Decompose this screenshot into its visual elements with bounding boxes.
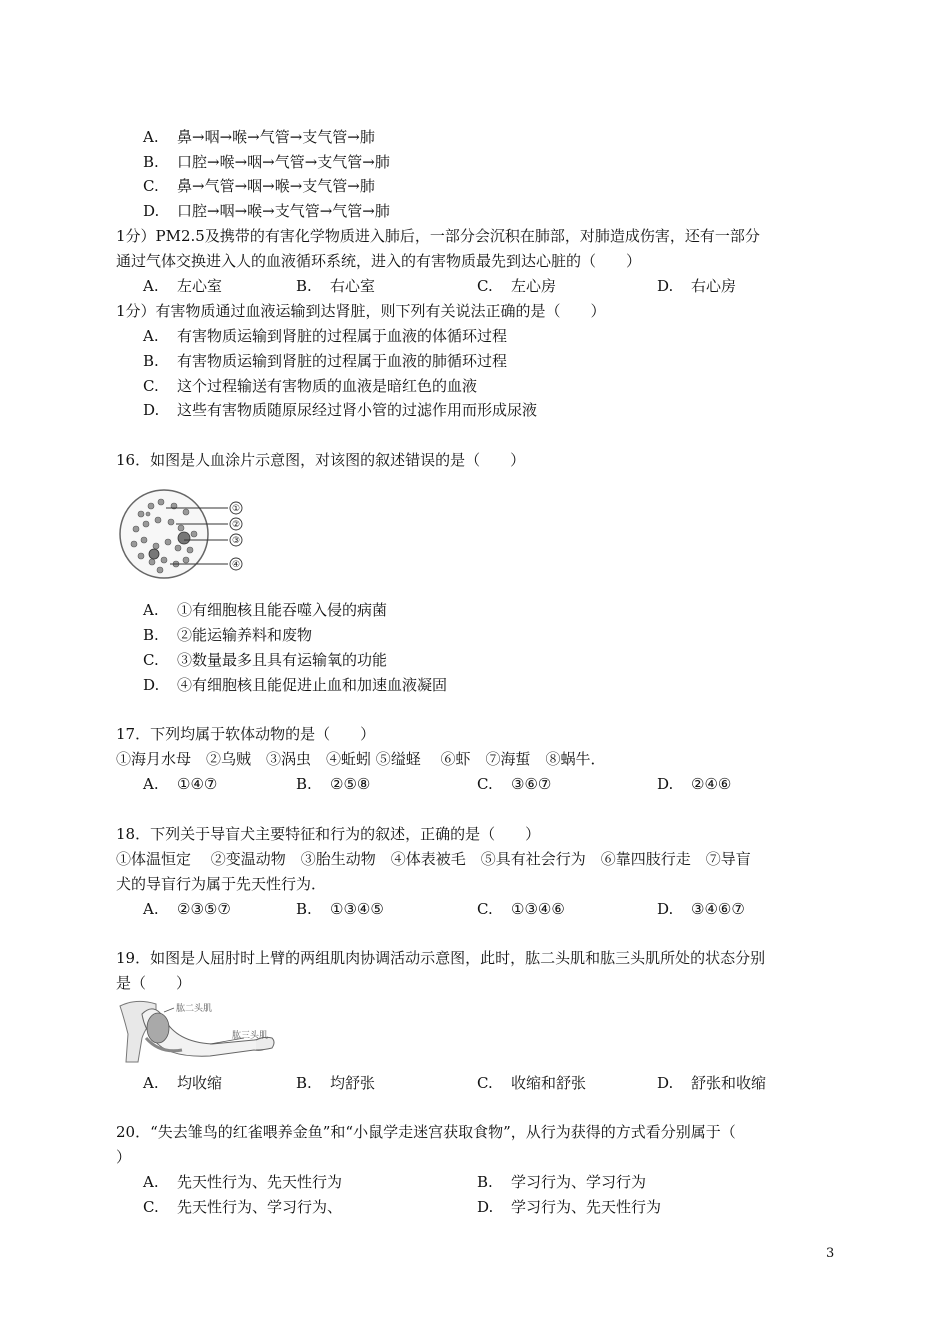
option-b: B. ②能运输养料和废物 [143, 626, 313, 644]
label-biceps: 肱二头肌 [176, 1004, 213, 1014]
arm-muscle-figure [116, 998, 281, 1066]
option-a: A. 均收缩 [143, 1074, 223, 1092]
option-c: C. ③⑥⑦ [477, 775, 552, 793]
blood-smear-figure [116, 484, 256, 584]
option-a: A. ①④⑦ [143, 775, 218, 793]
question-18-list: ①体温恒定 ②变温动物 ③胎生动物 ④体表被毛 ⑤具有社会行为 ⑥靠四肢行走 ⑦导盲 [116, 850, 751, 868]
option-a: A. 先天性行为、先天性行为 [143, 1173, 343, 1191]
option-a: A. ①有细胞核且能吞噬入侵的病菌 [143, 601, 388, 619]
question-19-stem-cont: 是（ ） [116, 974, 192, 992]
option-d: D. 舒张和收缩 [657, 1074, 767, 1092]
label-3: ③ [231, 536, 241, 546]
option-b: B. 均舒张 [296, 1074, 376, 1092]
option-a: A. 有害物质运输到肾脏的过程属于血液的体循环过程 [143, 327, 508, 345]
question-19-stem: 19．如图是人屈肘时上臂的两组肌肉协调活动示意图，此时，肱二头肌和肱三头肌所处的状态分别 [116, 949, 766, 967]
option-d: D. 口腔→咽→喉→支气管→气管→肺 [143, 202, 390, 220]
question-17-stem: 17．下列均属于软体动物的是（ ） [116, 725, 376, 743]
option-d: D. ④有细胞核且能促进止血和加速血液凝固 [143, 676, 448, 694]
question-stem: 1分）PM2.5及携带的有害化学物质进入肺后，一部分会沉积在肺部，对肺造成伤害，还有一部分 [116, 227, 760, 245]
question-16-stem: 16．如图是人血涂片示意图，对该图的叙述错误的是（ ） [116, 451, 526, 469]
option-c: C. 先天性行为、学习行为、 [143, 1198, 343, 1216]
label-1: ① [231, 504, 241, 514]
option-c: C. 左心房 [477, 277, 557, 295]
question-18-stem: 18．下列关于导盲犬主要特征和行为的叙述，正确的是（ ） [116, 825, 541, 843]
label-4: ④ [231, 560, 241, 570]
option-c: C. ①③④⑥ [477, 900, 565, 918]
option-b: B. ②⑤⑧ [296, 775, 371, 793]
option-d: D. 学习行为、先天性行为 [477, 1198, 662, 1216]
label-2: ② [231, 520, 241, 530]
label-triceps: 肱三头肌 [232, 1031, 269, 1041]
question-17-list: ①海月水母 ②乌贼 ③涡虫 ④蚯蚓 ⑤缢蛏 ⑥虾 ⑦海蜇 ⑧蜗牛． [116, 750, 606, 768]
option-c: C. 鼻→气管→咽→喉→支气管→肺 [143, 177, 375, 195]
option-b: B. 口腔→喉→咽→气管→支气管→肺 [143, 153, 390, 171]
option-a: A. 鼻→咽→喉→气管→支气管→肺 [143, 128, 375, 146]
option-a: A. ②③⑤⑦ [143, 900, 231, 918]
option-a: A. 左心室 [143, 277, 223, 295]
option-c: C. 收缩和舒张 [477, 1074, 587, 1092]
option-c: C. 这个过程输送有害物质的血液是暗红色的血液 [143, 377, 478, 395]
question-20-stem: 20．“失去雏鸟的红雀喂养金鱼”和“小鼠学走迷宫获取食物”，从行为获得的方式看分别属于（ [116, 1123, 736, 1141]
biceps-shape [147, 1013, 169, 1043]
question-20-stem-cont: ） [116, 1148, 132, 1166]
option-d: D. 右心房 [657, 277, 737, 295]
option-b: B. ①③④⑤ [296, 900, 384, 918]
option-d: D. ②④⑥ [657, 775, 732, 793]
page-number: 3 [826, 1246, 835, 1261]
option-b: B. 学习行为、学习行为 [477, 1173, 647, 1191]
question-stem-cont: 通过气体交换进入人的血液循环系统，进入的有害物质最先到达心脏的（ ） [116, 252, 642, 270]
question-18-list-cont: 犬的导盲行为属于先天性行为． [116, 875, 327, 893]
option-b: B. 右心室 [296, 277, 376, 295]
option-c: C. ③数量最多且具有运输氧的功能 [143, 651, 388, 669]
option-b: B. 有害物质运输到肾脏的过程属于血液的肺循环过程 [143, 352, 508, 370]
option-d: D. ③④⑥⑦ [657, 900, 745, 918]
option-d: D. 这些有害物质随原尿经过肾小管的过滤作用而形成尿液 [143, 401, 538, 419]
question-stem: 1分）有害物质通过血液运输到达肾脏，则下列有关说法正确的是（ ） [116, 302, 606, 320]
